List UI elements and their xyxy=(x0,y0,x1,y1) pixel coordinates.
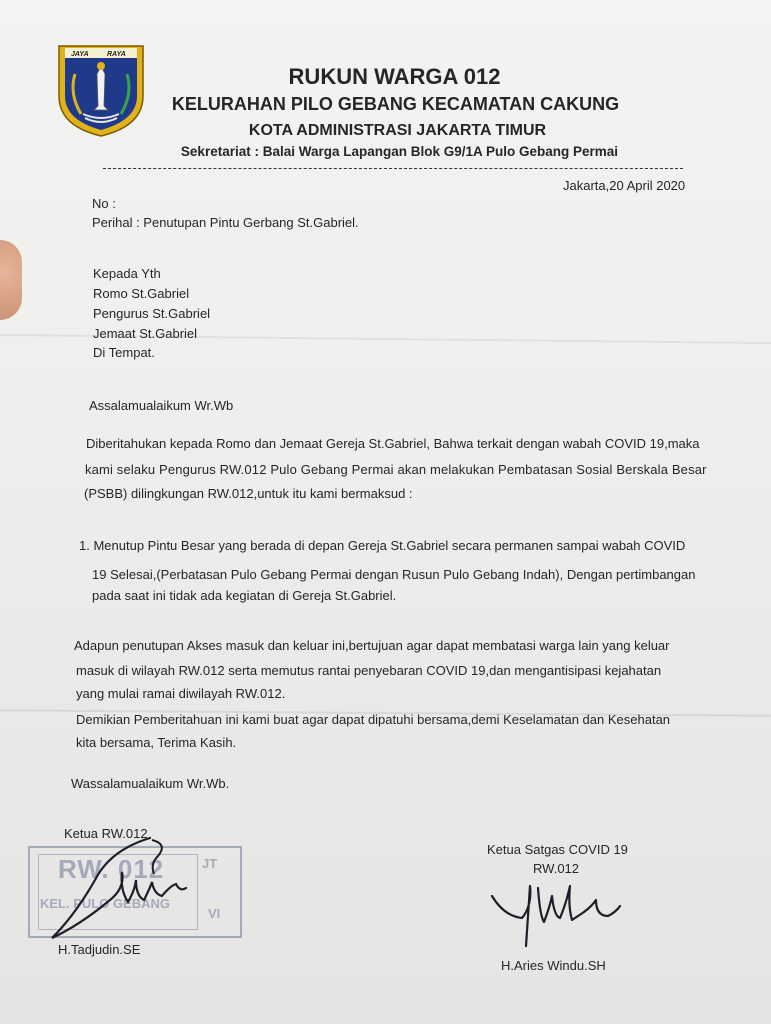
letterhead-kota: KOTA ADMINISTRASI JAKARTA TIMUR xyxy=(248,122,547,139)
letter-greeting: Assalamualaikum Wr.Wb xyxy=(89,398,234,413)
stamp-main-text: RW. 012 xyxy=(58,854,165,884)
signatory-right-subtitle: RW.012 xyxy=(533,861,580,876)
letter-date: Jakarta,20 April 2020 xyxy=(563,178,686,193)
paragraph-line: Demikian Pemberitahuan ini kami buat agar dapat dipatuhi bersama,demi Keselamatan dan Kesehatan xyxy=(76,712,671,727)
emblem-banner-left: JAYA xyxy=(71,51,89,58)
emblem-banner-right: RAYA xyxy=(107,51,126,58)
list-item-line: 1. Menutup Pintu Besar yang berada di depan Gereja St.Gabriel secara permanen sampai wabah COVID xyxy=(79,538,686,553)
paragraph-line: yang mulai ramai diwilayah RW.012. xyxy=(76,686,286,701)
paragraph-line: (PSBB) dilingkungan RW.012,untuk itu kami bermaksud : xyxy=(84,486,413,501)
thumb-holding-paper xyxy=(0,240,22,320)
recipient-line: Pengurus St.Gabriel xyxy=(93,306,211,321)
letterhead-kelurahan: KELURAHAN PILO GEBANG KECAMATAN CAKUNG xyxy=(171,94,620,114)
signatory-right-title: Ketua Satgas COVID 19 xyxy=(487,842,628,857)
letterhead-org: RUKUN WARGA 012 xyxy=(288,64,501,89)
stamp-sub-text: KEL. PULO GEBANG xyxy=(40,896,171,911)
paragraph-line: kami selaku Pengurus RW.012 Pulo Gebang Permai akan melakukan Pembatasan Sosial Berskala Besar xyxy=(85,462,707,477)
stamp-code-bottom: VI xyxy=(208,906,221,921)
letterhead-divider xyxy=(103,168,683,169)
letter-number: No : xyxy=(92,196,116,211)
letter-subject: Perihal : Penutupan Pintu Gerbang St.Gabriel. xyxy=(92,215,359,230)
paragraph-line: Adapun penutupan Akses masuk dan keluar ini,bertujuan agar dapat membatasi warga lain yang keluar xyxy=(74,638,670,653)
signature-right-icon xyxy=(488,876,628,956)
letterhead-sekretariat: Sekretariat : Balai Warga Lapangan Blok G9/1A Pulo Gebang Permai xyxy=(180,144,619,159)
signatory-left-name: H.Tadjudin.SE xyxy=(58,942,141,957)
list-item-line: pada saat ini tidak ada kegiatan di Gereja St.Gabriel. xyxy=(92,588,397,603)
list-item-line: 19 Selesai,(Perbatasan Pulo Gebang Permai dengan Rusun Pulo Gebang Indah), Dengan pertimbangan xyxy=(92,567,696,582)
recipient-line: Di Tempat. xyxy=(93,345,155,360)
stamp-code-top: JT xyxy=(202,856,218,871)
paragraph-line: Diberitahukan kepada Romo dan Jemaat Gereja St.Gabriel, Bahwa terkait dengan wabah COVID 19,maka xyxy=(86,436,700,451)
recipient-line: Kepada Yth xyxy=(93,266,161,281)
paragraph-line: masuk di wilayah RW.012 serta memutus rantai penyebaran COVID 19,dan mengantisipasi kejahatan xyxy=(76,663,662,678)
signature-left-icon xyxy=(40,830,230,950)
signatory-left-title: Ketua RW.012 xyxy=(64,826,148,841)
recipient-line: Jemaat St.Gabriel xyxy=(93,326,198,341)
letter-closing: Wassalamualaikum Wr.Wb. xyxy=(71,776,230,791)
paragraph-line: kita bersama, Terima Kasih. xyxy=(76,735,237,750)
recipient-line: Romo St.Gabriel xyxy=(93,286,190,301)
signatory-right-name: H.Aries Windu.SH xyxy=(501,958,606,973)
